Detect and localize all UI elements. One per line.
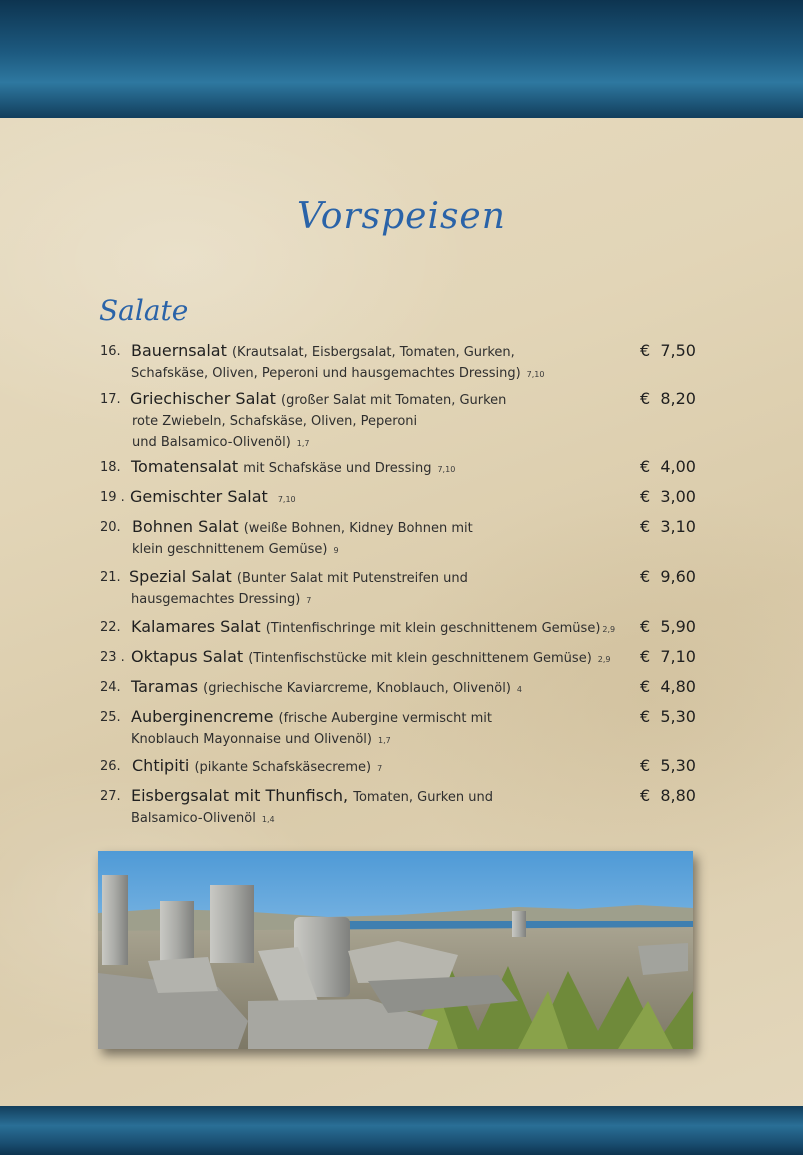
item-description: Schafskäse, Oliven, Peperoni und hausgemachtes Dressing) <box>131 366 521 381</box>
item-description: (Krautsalat, Eisbergsalat, Tomaten, Gurken, <box>231 345 515 360</box>
item-description: (Bunter Salat mit Putenstreifen und <box>236 571 468 586</box>
item-description: und Balsamico-Olivenöl) <box>132 435 291 450</box>
item-name: Taramas <box>131 677 199 696</box>
item-price: € 3,00 <box>640 487 696 506</box>
allergen-codes: 7 <box>306 596 312 605</box>
item-number: 25. <box>100 710 121 725</box>
allergen-codes: 7 <box>377 764 383 773</box>
item-description: (griechische Kaviarcreme, Knoblauch, Olivenöl) <box>203 681 511 696</box>
item-description: Balsamico-Olivenöl <box>131 811 256 826</box>
item-description: (großer Salat mit Tomaten, Gurken <box>281 393 507 408</box>
item-price: € 8,20 <box>640 389 696 408</box>
item-price: € 4,00 <box>640 457 696 476</box>
item-number: 24. <box>100 680 121 695</box>
item-price: € 5,30 <box>640 707 696 726</box>
item-description: Tomaten, Gurken und <box>353 790 493 805</box>
item-number: 17. <box>100 392 121 407</box>
section-title: Salate <box>99 294 189 327</box>
item-number: 21. <box>100 570 121 585</box>
item-name: Griechischer Salat <box>130 389 276 408</box>
item-description: (weiße Bohnen, Kidney Bohnen mit <box>243 521 473 536</box>
item-description: Knoblauch Mayonnaise und Olivenöl) <box>131 732 372 747</box>
item-price: € 5,90 <box>640 617 696 636</box>
allergen-codes: 7,10 <box>277 495 296 504</box>
item-description: hausgemachtes Dressing) <box>131 592 301 607</box>
item-number: 19 . <box>100 490 125 505</box>
item-number: 23 . <box>100 650 125 665</box>
item-price: € 4,80 <box>640 677 696 696</box>
item-description: (frische Aubergine vermischt mit <box>278 711 492 726</box>
item-description: (Tintenfischringe mit klein geschnittenem Gemüse) <box>265 621 601 636</box>
item-price: € 7,10 <box>640 647 696 666</box>
item-number: 20. <box>100 520 121 535</box>
allergen-codes: 2,9 <box>602 625 616 634</box>
item-price: € 5,30 <box>640 756 696 775</box>
item-name: Spezial Salat <box>129 567 232 586</box>
ruins-photo <box>98 851 693 1049</box>
item-description: (Tintenfischstücke mit klein geschnittenem Gemüse) <box>248 651 592 666</box>
allergen-codes: 4 <box>516 685 522 694</box>
top-banner <box>0 0 803 118</box>
item-price: € 3,10 <box>640 517 696 536</box>
item-description: klein geschnittenem Gemüse) <box>132 542 328 557</box>
item-name: Auberginencreme <box>131 707 274 726</box>
bottom-banner <box>0 1106 803 1155</box>
item-name: Eisbergsalat mit Thunfisch, <box>131 786 349 805</box>
allergen-codes: 2,9 <box>597 655 611 664</box>
ruins-photo-illustration <box>98 851 693 1049</box>
item-number: 22. <box>100 620 121 635</box>
allergen-codes: 1,4 <box>261 815 275 824</box>
item-description: rote Zwiebeln, Schafskäse, Oliven, Peperoni <box>132 414 418 429</box>
item-name: Chtipiti <box>132 756 190 775</box>
allergen-codes: 7,10 <box>437 465 456 474</box>
item-name: Kalamares Salat <box>131 617 261 636</box>
item-name: Bauernsalat <box>131 341 227 360</box>
item-price: € 8,80 <box>640 786 696 805</box>
item-description: (pikante Schafskäsecreme) <box>194 760 372 775</box>
item-price: € 9,60 <box>640 567 696 586</box>
item-number: 27. <box>100 789 121 804</box>
allergen-codes: 1,7 <box>377 736 391 745</box>
allergen-codes: 1,7 <box>296 439 310 448</box>
page-title: Vorspeisen <box>297 196 506 237</box>
item-number: 16. <box>100 344 121 359</box>
allergen-codes: 7,10 <box>526 370 545 379</box>
item-name: Gemischter Salat <box>130 487 268 506</box>
item-name: Oktapus Salat <box>131 647 244 666</box>
item-name: Bohnen Salat <box>132 517 239 536</box>
item-number: 18. <box>100 460 121 475</box>
allergen-codes: 9 <box>333 546 339 555</box>
item-name: Tomatensalat <box>131 457 239 476</box>
item-price: € 7,50 <box>640 341 696 360</box>
item-number: 26. <box>100 759 121 774</box>
item-description: mit Schafskäse und Dressing <box>243 461 432 476</box>
